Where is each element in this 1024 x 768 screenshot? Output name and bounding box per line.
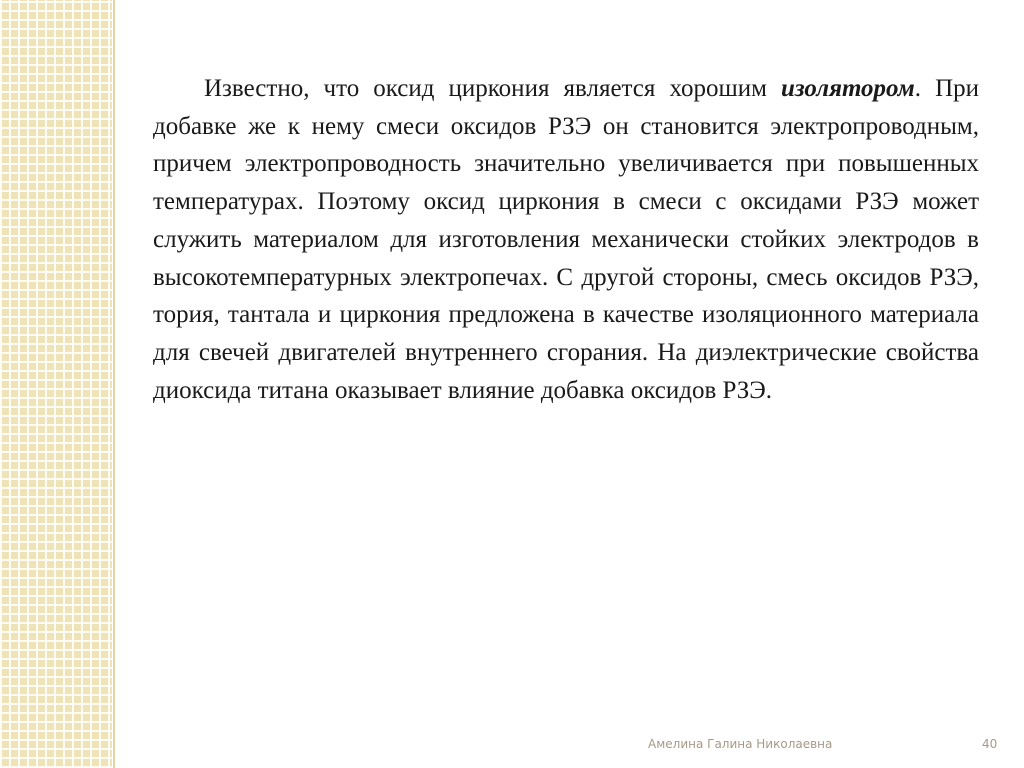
paragraph-text-start: Известно, что оксид циркония является хорошим [204,75,782,102]
paragraph-text-rest: . При добавке же к нему смеси оксидов РЗЭ он становится электропроводным, причем электропроводность значительно увеличивается при повышенных температурах. Поэтому оксид циркония в смеси с оксидами РЗЭ может служить материалом для изготовления механически стойких электродов в высокотемпературных электропечах. С другой стороны, смесь оксидов РЗЭ, тория, тантала и циркония предложена в качестве изоляционного материала для свечей двигателей внутреннего сгорания. На диэлектрические свойства диоксида титана оказывает влияние добавка оксидов РЗЭ. [153,75,980,404]
paragraph-emphasis: изолятором [781,75,915,102]
decorative-side-pattern [0,0,112,768]
decorative-divider [113,0,115,768]
slide-body-paragraph [153,70,979,409]
page-number: 40 [982,737,998,751]
footer-author: Амелина Галина Николаевна [648,737,833,751]
